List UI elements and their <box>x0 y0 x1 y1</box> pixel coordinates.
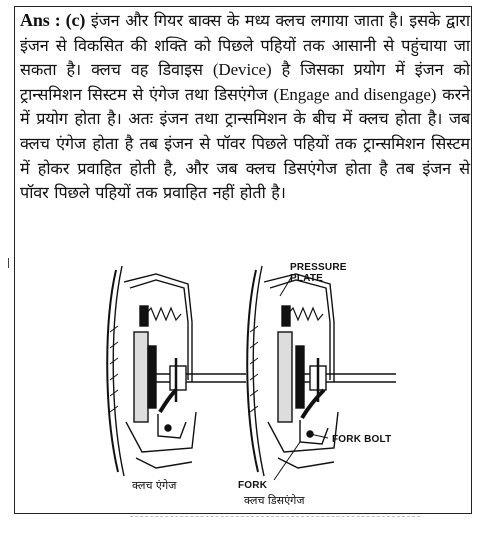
margin-mark <box>8 258 9 268</box>
cut-off-next-line <box>130 516 420 521</box>
clutch-disengaged-drawing <box>247 266 396 480</box>
answer-sentence-2: है जिसका प्रयोग में इंजन को ट्रान्समिशन सिस्टम से एंगेज तथा डिसएंगेज <box>20 60 470 104</box>
term-device: (Device) <box>212 60 272 80</box>
caption-clutch-engaged: क्लच एंगेज <box>132 479 177 492</box>
answer-sentence-3: करने में प्रयोग होता है। अतः इंजन तथा ट्रान्समिशन के बीच में क्लच होता है। जब क्लच एंगेज होता है तब इंजन से पॉवर पिछले पहियों तक ट्रान्समिशन सिस्टम में होकर प्रवाहित होती है, और जब क्लच डिसएंगेज होता है तब इंजन से पॉवर पिछले पहियों तक प्रवाहित नहीं होती है। <box>20 84 470 203</box>
answer-label: Ans : (c) <box>20 10 86 30</box>
clutch-diagram-drawing <box>96 262 426 512</box>
label-pressure-plate-line2: PLATE <box>290 273 324 284</box>
clutch-diagram <box>96 262 426 512</box>
label-fork-bolt: FORK BOLT <box>332 434 392 445</box>
caption-clutch-disengaged: क्लच डिसएंगेज <box>244 494 305 507</box>
clutch-engaged-drawing <box>107 266 246 476</box>
answer-sentence-1: इंजन और गियर बाक्स के मध्य क्लच लगाया जाता है। इसके द्वारा इंजन से विकसित की शक्ति को पिछले पहियों तक आसानी से पहुंचाया जा सकता है। क्लच वह डिवाइस <box>20 11 470 80</box>
answer-paragraph <box>20 8 470 206</box>
label-pressure-plate-line1: PRESSURE <box>290 262 347 273</box>
label-pressure-plate <box>290 262 347 284</box>
term-engage-disengage: (Engage and disengage) <box>273 84 437 104</box>
label-fork: FORK <box>238 480 268 491</box>
